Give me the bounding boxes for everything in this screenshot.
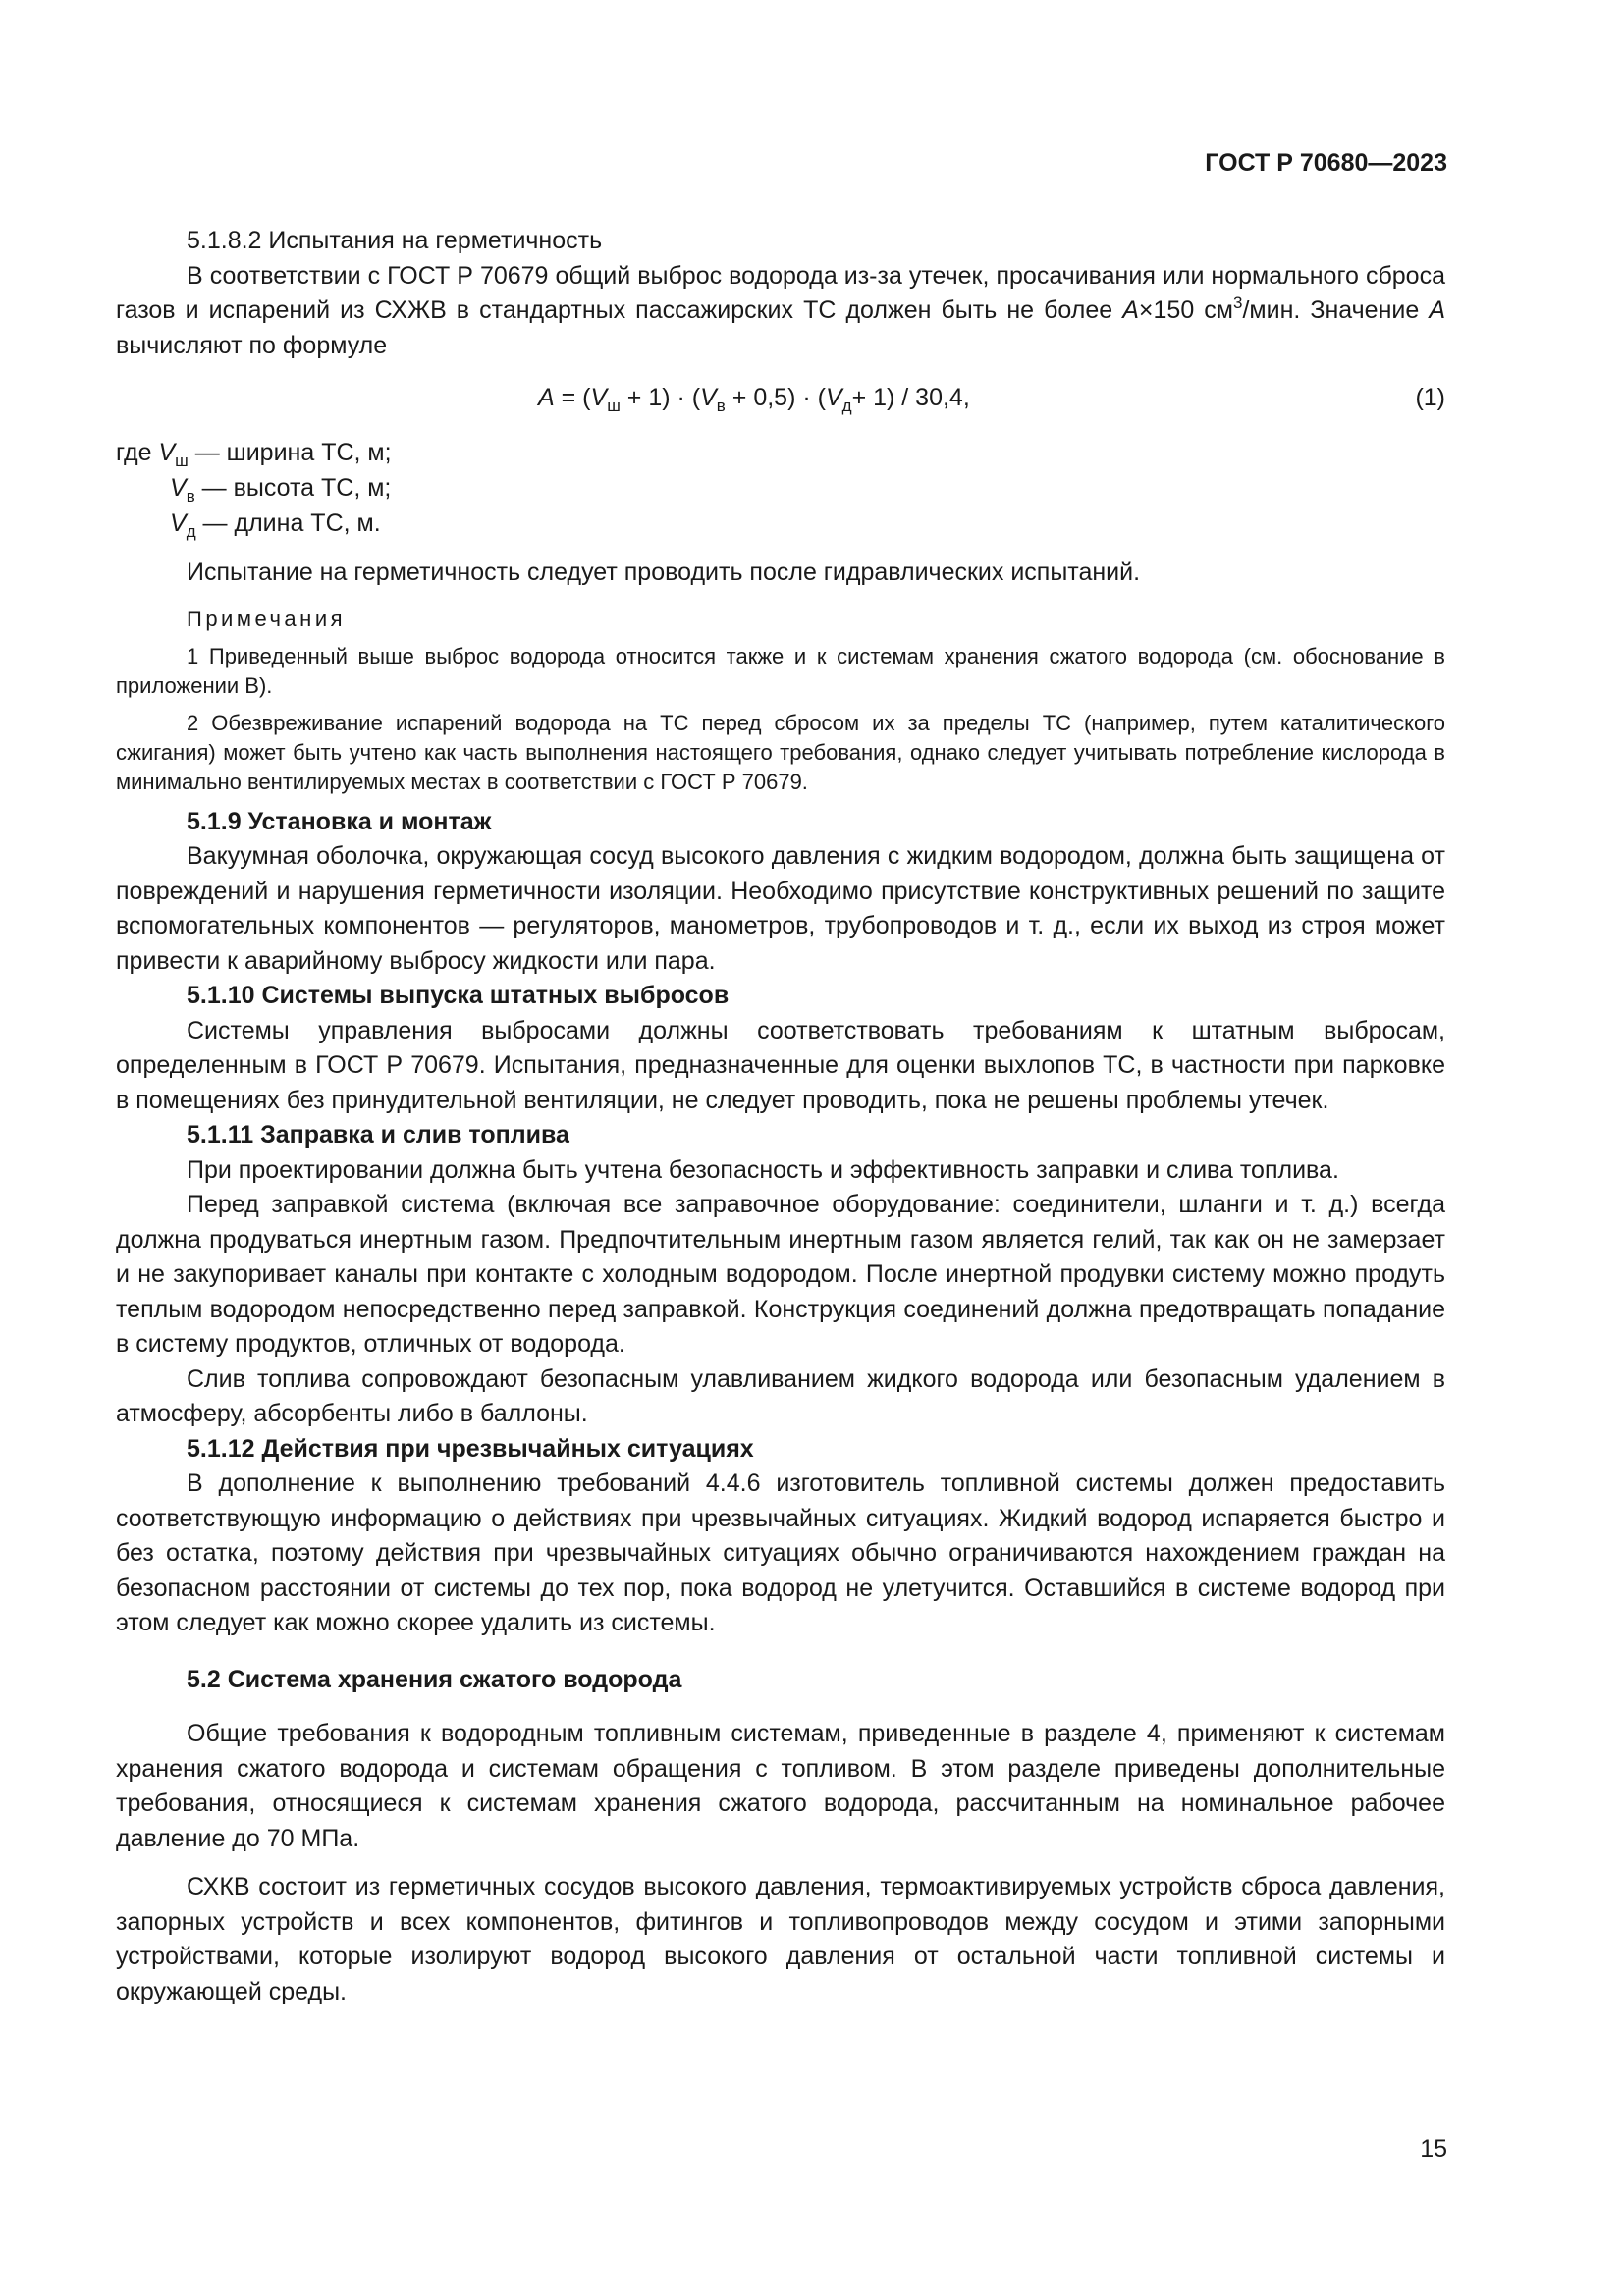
section-5-2-paragraph-1: Общие требования к водородным топливным системам, приведенные в разделе 4, применяют к системам хранения сжатого водорода и системам обращения с топливом. В этом разделе приведены дополнительные требования, относящиеся к системам хранения сжатого водорода, рассчитанным на номинальное рабочее давление до 70 МПа. [116, 1720, 1445, 1852]
section-5-1-10-title: 5.1.10 Системы выпуска штатных выбросов [187, 982, 730, 1009]
legend-item: $V_д$ — длина ТС, м. [170, 509, 381, 541]
section-5-2-title: 5.2 Система хранения сжатого водорода [187, 1665, 682, 1693]
section-5-1-10-text: Системы управления выбросами должны соответствовать требованиям к штатным выбросам, определенным в ГОСТ Р 70679. Испытания, предназначенные для оценки выхлопов ТС, в частности при парковке в помещениях без принудительной вентиляции, не следует проводить, пока не решены проблемы утечек. [116, 1016, 1445, 1114]
section-5-1-8-2-title: 5.1.8.2 Испытания на герметичность [187, 227, 603, 254]
legend-item: $V_в$ — высота ТС, м; [170, 474, 392, 506]
page-body [116, 224, 1445, 2009]
section-5-1-12-text: В дополнение к выполнению требований 4.4.6 изготовитель топливной системы должен предоставить соответствующую информацию о действиях при чрезвычайных ситуациях. Жидкий водород испаряется быстро и без остатка, поэтому действия при чрезвычайных ситуациях обычно ограничиваются нахождением граждан на безопасном расстоянии от системы до тех пор, пока водород не улетучится. Оставшийся в системе водород при этом следует как можно скорее удалить из системы. [116, 1469, 1445, 1636]
formula-1 [116, 381, 1445, 420]
note-2: 2 Обезвреживание испарений водорода на ТС перед сбросом их за пределы ТС (например, путем каталитического сжигания) может быть учтено как часть выполнения настоящего требования, однако следует учитывать потребление кислорода в минимально вентилируемых местах в соответствии с ГОСТ Р 70679. [116, 710, 1445, 794]
section-5-1-8-2-paragraph-2: Испытание на герметичность следует проводить после гидравлических испытаний. [187, 559, 1141, 586]
note-1: 1 Приведенный выше выброс водорода относится также и к системам хранения сжатого водорода (см. обоснование в приложении В). [116, 643, 1445, 698]
notes-title: Примечания [187, 606, 347, 631]
section-5-1-11-paragraph-2: Перед заправкой система (включая все заправочное оборудование: соединители, шланги и т. д.) всегда должна продуваться инертным газом. Предпочтительным инертным газом является гелий, так как он не замерзает и не закупоривает каналы при контакте с холодным водородом. После инертной продувки систему можно продуть теплым водородом непосредственно перед заправкой. Конструкция соединений должна предотвращать попадание в систему продуктов, отличных от водорода. [116, 1191, 1445, 1358]
section-5-1-8-2-paragraph: В соответствии с ГОСТ Р 70679 общий выброс водорода из-за утечек, просачивания или нормального сброса газов и испарений из СХЖВ в стандартных пассажирских ТС должен быть не более A×150 $см^3$/мин. Значение A вычисляют по формуле [116, 261, 1446, 359]
section-5-2-paragraph-2: СХКВ состоит из герметичных сосудов высокого давления, термоактивируемых устройств сброса давления, запорных устройств и всех компонентов, фитингов и топливопроводов между сосудом и этими запорными устройствами, которые изолируют водород высокого давления от остальной части топливной системы и окружающей среды. [116, 1873, 1445, 2005]
section-5-1-11-title: 5.1.11 Заправка и слив топлива [187, 1121, 569, 1148]
formula-expression: $A = (V_ш + 1) \cdot (V_в + 0,5) \cdot (V_д+ 1) / 30,4$, [538, 384, 970, 415]
section-5-1-12-title: 5.1.12 Действия при чрезвычайных ситуациях [187, 1434, 754, 1463]
section-5-1-9-title: 5.1.9 Установка и монтаж [187, 807, 492, 835]
section-5-1-11-paragraph-3: Слив топлива сопровождают безопасным улавливанием жидкого водорода или безопасным удалением в атмосферу, абсорбенты либо в баллоны. [116, 1364, 1445, 1427]
standard-designation: ГОСТ Р 70680—2023 [1205, 149, 1447, 177]
page-number: 15 [1420, 2135, 1447, 2163]
section-5-1-9-text: Вакуумная оболочка, окружающая сосуд высокого давления с жидким водородом, должна быть защищена от повреждений и нарушения герметичности изоляции. Необходимо присутствие конструктивных решений по защите вспомогательных компонентов — регуляторов, манометров, трубопроводов и т. д., если их выход из строя может привести к аварийному выбросу жидкости или пара. [116, 842, 1445, 975]
formula-number: (1) [1415, 384, 1445, 411]
formula-legend [116, 436, 1445, 542]
legend-item: где $V_ш$ — ширина ТС, м; [116, 439, 392, 470]
section-5-1-11-paragraph-1: При проектировании должна быть учтена безопасность и эффективность заправки и слива топлива. [187, 1155, 1339, 1184]
notes-block [116, 605, 1445, 797]
